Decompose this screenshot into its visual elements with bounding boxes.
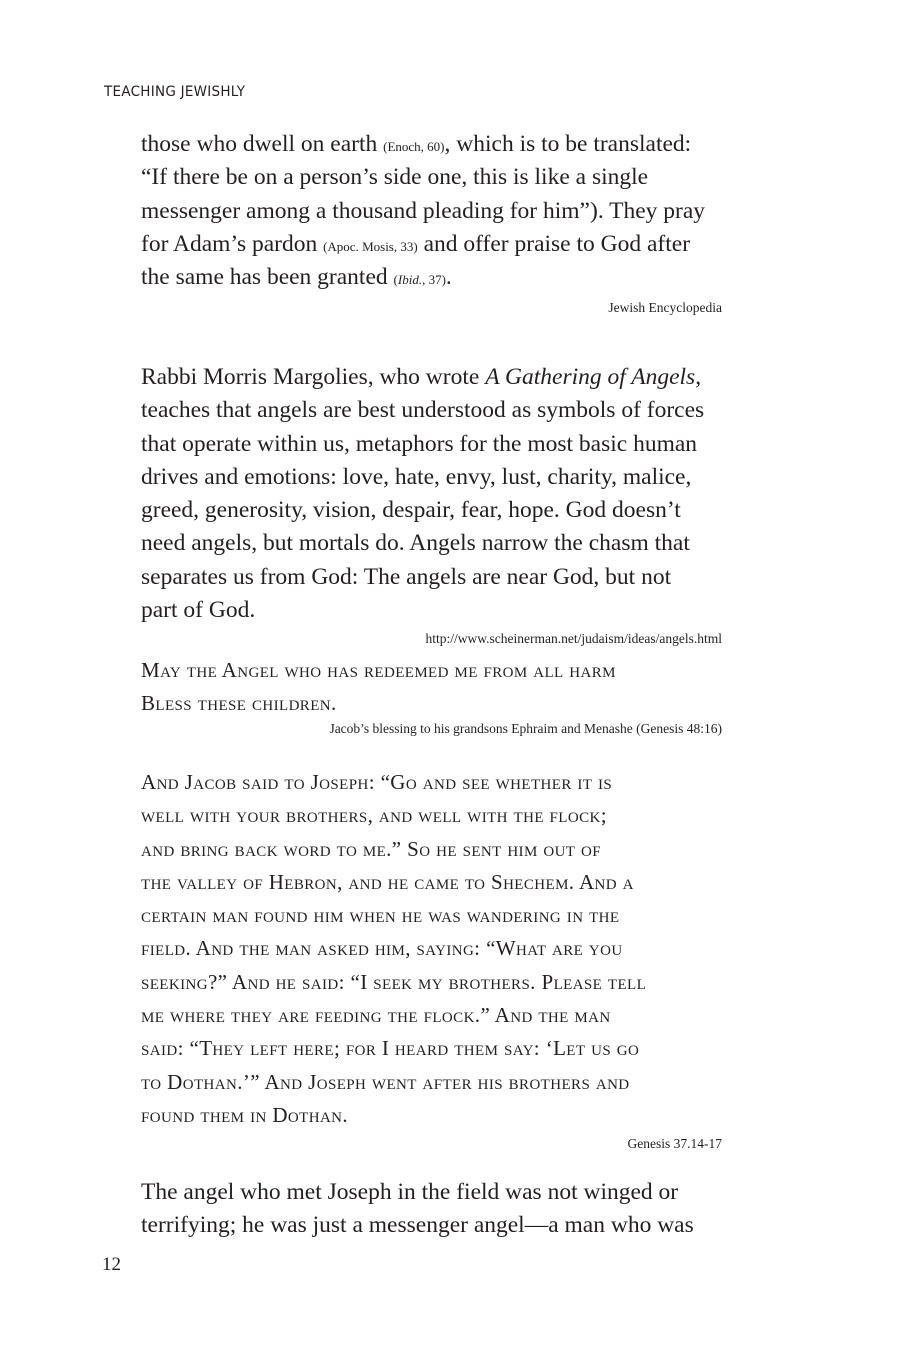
text: for Adam’s pardon xyxy=(141,230,324,257)
text-line: certain man found him when he was wandering in the xyxy=(141,903,620,928)
text-line: And Jacob said to Joseph: “Go and see whether it is xyxy=(141,770,613,794)
blessing-quote xyxy=(141,654,761,737)
text-line xyxy=(141,128,761,161)
text-line: Bless these children. xyxy=(141,691,337,716)
text-line: seeking?” And he said: “I seek my brothers. Please tell xyxy=(141,969,647,994)
text-line: teaches that angels are best understood as symbols of forces xyxy=(141,397,705,424)
text-line: greed, generosity, vision, despair, fear, hope. God doesn’t xyxy=(141,497,681,524)
text: . xyxy=(445,264,452,291)
text-line: part of God. xyxy=(141,597,256,624)
source-attribution: Jacob’s blessing to his grandsons Ephraim and Menashe (Genesis 48:16) xyxy=(329,720,722,736)
running-head: TEACHING JEWISHLY xyxy=(104,84,246,100)
book-title: A Gathering of Angels xyxy=(485,364,696,390)
text-line: drives and emotions: love, hate, envy, lust, charity, malice, xyxy=(141,463,692,490)
citation: (Enoch, 60) xyxy=(383,139,445,154)
text-line: the valley of Hebron, and he came to Shechem. And a xyxy=(141,869,634,894)
text-line: separates us from God: The angels are near God, but not xyxy=(141,563,672,590)
text: , xyxy=(695,364,702,390)
text-line xyxy=(141,361,761,394)
page-number: 12 xyxy=(102,1254,121,1275)
text: those who dwell on earth xyxy=(141,131,384,157)
citation-paren: ( xyxy=(393,272,398,288)
closing-paragraph xyxy=(141,1176,761,1243)
text-line: terrifying; he was just a messenger angel—a man who was xyxy=(141,1212,694,1239)
text-line: and bring back word to me.” So he sent him out of xyxy=(141,836,601,861)
text-line: The angel who met Joseph in the field was not winged or xyxy=(141,1179,679,1205)
text: and offer praise to God after xyxy=(417,230,691,257)
text-line: “If there be on a person’s side one, this is like a single xyxy=(141,164,649,191)
text-line: found them in Dothan. xyxy=(141,1102,349,1127)
text: , which is to be translated: xyxy=(444,131,692,157)
text-line: me where they are feeding the flock.” And the man xyxy=(141,1003,611,1028)
text: Rabbi Morris Margolies, who wrote xyxy=(141,364,486,390)
citation xyxy=(394,272,446,287)
text-line: well with your brothers, and well with the flock; xyxy=(141,803,607,828)
text-line: that operate within us, metaphors for the most basic human xyxy=(141,430,698,457)
citation: (Apoc. Mosis, 33) xyxy=(323,238,418,254)
source-attribution: Genesis 37.14-17 xyxy=(627,1136,722,1152)
citation-rest: , 37) xyxy=(422,272,446,288)
text-line: messenger among a thousand pleading for him”). They pray xyxy=(141,197,706,224)
text-line: May the Angel who has redeemed me from all harm xyxy=(141,658,616,682)
text-line: to Dothan.’” And Joseph went after his brothers and xyxy=(141,1069,630,1094)
citation-ibid: Ibid. xyxy=(397,272,423,288)
text-line xyxy=(141,228,761,261)
genesis-quote xyxy=(141,766,761,1152)
text: the same has been granted xyxy=(141,264,394,291)
source-attribution: http://www.scheinerman.net/judaism/ideas/angels.html xyxy=(425,631,722,647)
text-line xyxy=(141,261,761,294)
encyclopedia-excerpt xyxy=(141,128,761,316)
text-line: field. And the man asked him, saying: “What are you xyxy=(141,936,623,961)
text-line: need angels, but mortals do. Angels narrow the chasm that xyxy=(141,530,690,557)
text-line: said: “They left here; for I heard them say: ‘Let us go xyxy=(141,1036,640,1061)
margolies-excerpt xyxy=(141,361,761,647)
source-attribution: Jewish Encyclopedia xyxy=(608,300,722,316)
